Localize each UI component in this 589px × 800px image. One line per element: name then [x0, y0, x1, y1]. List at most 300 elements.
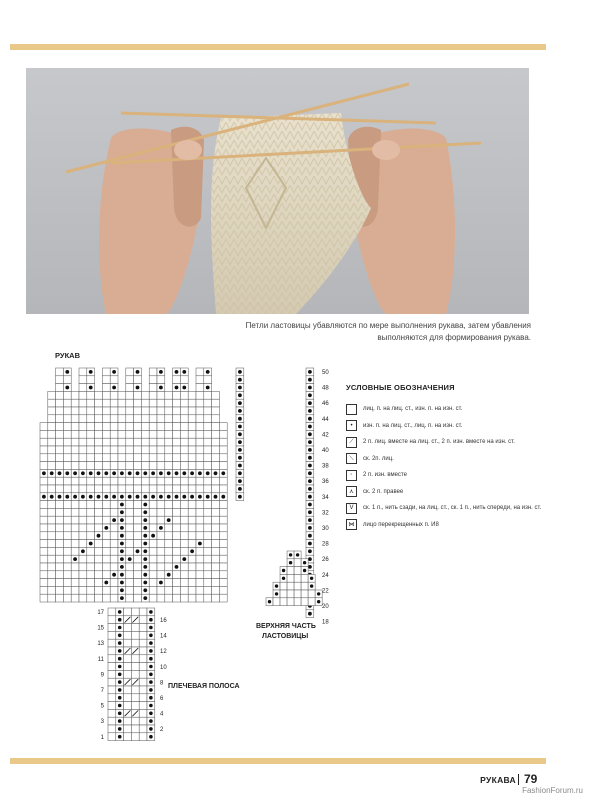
- chart-cell: [79, 438, 87, 446]
- chart-cell: [102, 368, 110, 376]
- chart-cell: [196, 594, 204, 602]
- purl-dot: [308, 557, 312, 561]
- chart-cell: [108, 702, 116, 710]
- row-number: 9: [100, 672, 104, 679]
- chart-cell: [157, 438, 165, 446]
- chart-cell: [196, 430, 204, 438]
- chart-cell: [212, 407, 220, 415]
- chart-cell: [108, 717, 116, 725]
- chart-cell: [126, 376, 134, 384]
- purl-dot: [120, 573, 124, 577]
- purl-dot: [238, 487, 242, 491]
- chart-cell: [48, 571, 56, 579]
- footer-section-title: РУКАВА: [480, 775, 516, 785]
- purl-dot: [167, 471, 171, 475]
- chart-cell: [102, 516, 110, 524]
- chart-cell: [173, 594, 181, 602]
- row-number: 30: [322, 526, 329, 532]
- chart-cell: [180, 415, 188, 423]
- chart-cell: [212, 532, 220, 540]
- purl-dot: [149, 634, 153, 638]
- chart-cell: [139, 608, 147, 616]
- chart-cell: [56, 446, 64, 454]
- purl-dot: [136, 471, 140, 475]
- row-number: 4: [160, 711, 164, 718]
- chart-cell: [188, 555, 196, 563]
- legend-text: ск. 2 п. правее: [363, 488, 404, 495]
- purl-dot: [167, 518, 171, 522]
- chart-cell: [108, 647, 116, 655]
- chart-cell: [157, 407, 165, 415]
- chart-cell: [95, 391, 103, 399]
- chart-cell: [108, 694, 116, 702]
- row-number: 13: [97, 641, 104, 648]
- chart-cell: [173, 477, 181, 485]
- row-number: 34: [322, 494, 329, 501]
- chart-cell: [63, 376, 71, 384]
- chart-cell: [204, 579, 212, 587]
- chart-cell: [204, 508, 212, 516]
- chart-cell: [63, 532, 71, 540]
- chart-cell: [149, 555, 157, 563]
- chart-cell: [71, 399, 79, 407]
- chart-cell: [71, 586, 79, 594]
- chart-cell: [118, 485, 126, 493]
- chart-cell: [134, 579, 142, 587]
- purl-dot: [112, 386, 116, 390]
- purl-dot: [128, 495, 132, 499]
- purl-dot: [238, 393, 242, 397]
- chart-cell: [219, 423, 227, 431]
- chart-cell: [102, 438, 110, 446]
- chart-cell: [79, 594, 87, 602]
- chart-cell: [196, 555, 204, 563]
- chart-cell: [180, 477, 188, 485]
- chart-cell: [118, 462, 126, 470]
- chart-cell: [157, 594, 165, 602]
- chart-cell: [219, 501, 227, 509]
- chart-cell: [219, 547, 227, 555]
- chart-cell: [204, 399, 212, 407]
- chart-cell: [40, 532, 48, 540]
- knit-symbol-icon: [346, 404, 357, 415]
- chart-cell: [131, 733, 139, 741]
- chart-cell: [56, 524, 64, 532]
- chart-cell: [188, 430, 196, 438]
- chart-cell: [63, 438, 71, 446]
- chart-cell: [87, 477, 95, 485]
- chart-cell: [219, 594, 227, 602]
- legend-text: ск. 2п. лиц.: [363, 455, 394, 462]
- chart-cell: [79, 586, 87, 594]
- chart-cell: [165, 508, 173, 516]
- chart-cell: [110, 415, 118, 423]
- chart-cell: [219, 524, 227, 532]
- chart-cell: [126, 594, 134, 602]
- chart-cell: [131, 725, 139, 733]
- cross-symbol-icon: ⋈: [346, 519, 357, 530]
- chart-cell: [131, 686, 139, 694]
- ssk-symbol-icon: ⟍: [346, 453, 357, 464]
- chart-cell: [212, 454, 220, 462]
- chart-cell: [180, 532, 188, 540]
- row-number: 14: [160, 633, 167, 640]
- purl-dot: [238, 464, 242, 468]
- purl-dot: [238, 479, 242, 483]
- chart-cell: [102, 446, 110, 454]
- chart-cell: [139, 717, 147, 725]
- chart-cell: [48, 532, 56, 540]
- chart-cell: [204, 423, 212, 431]
- chart-cell: [71, 391, 79, 399]
- purl-dot: [143, 573, 147, 577]
- chart-cell: [141, 415, 149, 423]
- chart-cell: [56, 532, 64, 540]
- chart-cell: [40, 571, 48, 579]
- purl-dot: [143, 503, 147, 507]
- chart-cell: [124, 725, 132, 733]
- purl-dot: [120, 581, 124, 585]
- chart-cell: [165, 555, 173, 563]
- chart-cell: [173, 438, 181, 446]
- chart-cell: [79, 391, 87, 399]
- purl-dot: [120, 534, 124, 538]
- chart-cell: [157, 571, 165, 579]
- chart-cell: [63, 415, 71, 423]
- chart-cell: [40, 446, 48, 454]
- purl-dot: [65, 370, 69, 374]
- chart-cell: [134, 462, 142, 470]
- chart-cell: [118, 430, 126, 438]
- row-number: 50: [322, 370, 329, 376]
- chart-cell: [102, 399, 110, 407]
- chart-cell: [180, 485, 188, 493]
- chart-cell: [157, 391, 165, 399]
- chart-cell: [180, 501, 188, 509]
- chart-cell: [149, 454, 157, 462]
- chart-cell: [40, 547, 48, 555]
- chart-cell: [95, 579, 103, 587]
- chart-cell: [173, 579, 181, 587]
- chart-cell: [110, 555, 118, 563]
- chart-cell: [196, 462, 204, 470]
- chart-cell: [196, 399, 204, 407]
- chart-cell: [126, 579, 134, 587]
- chart-cell: [110, 407, 118, 415]
- chart-cell: [63, 594, 71, 602]
- chart-cell: [131, 631, 139, 639]
- chart-cell: [110, 540, 118, 548]
- chart-cell: [108, 655, 116, 663]
- chart-cell: [56, 462, 64, 470]
- chart-cell: [126, 423, 134, 431]
- chart-cell: [204, 485, 212, 493]
- purl-dot: [73, 557, 77, 561]
- chart-cell: [196, 524, 204, 532]
- purl-dot: [289, 553, 292, 556]
- chart-cell: [56, 516, 64, 524]
- chart-cell: [79, 485, 87, 493]
- purl-dot: [308, 565, 312, 569]
- chart-cell: [180, 438, 188, 446]
- chart-cell: [134, 430, 142, 438]
- chart-cell: [212, 391, 220, 399]
- chart-cell: [308, 590, 315, 598]
- chart-cell: [294, 598, 301, 606]
- chart-cell: [48, 594, 56, 602]
- chart-cell: [102, 423, 110, 431]
- purl-dot: [143, 518, 147, 522]
- purl-dot: [238, 370, 242, 374]
- purl-dot: [118, 657, 122, 661]
- purl-dot: [275, 584, 278, 587]
- purl-dot: [151, 471, 155, 475]
- chart-cell: [126, 399, 134, 407]
- chart-cell: [173, 547, 181, 555]
- chart-cell: [95, 563, 103, 571]
- chart-cell: [149, 384, 157, 392]
- purl-dot: [143, 471, 147, 475]
- purl-dot: [175, 370, 179, 374]
- chart-cell: [180, 376, 188, 384]
- purl-dot: [206, 370, 210, 374]
- chart-cell: [124, 663, 132, 671]
- purl-dot: [149, 704, 153, 708]
- chart-cell: [110, 586, 118, 594]
- purl-dot: [175, 386, 179, 390]
- chart-cell: [173, 462, 181, 470]
- chart-cell: [188, 524, 196, 532]
- purl-dot: [308, 503, 312, 507]
- chart-cell: [196, 384, 204, 392]
- row-number: 16: [160, 618, 167, 624]
- chart-cell: [131, 717, 139, 725]
- purl-dot: [120, 526, 124, 530]
- purl-dot: [308, 479, 312, 483]
- chart-cell: [71, 415, 79, 423]
- chart-cell: [126, 454, 134, 462]
- row-number: 26: [322, 557, 329, 564]
- chart-cell: [40, 438, 48, 446]
- chart-cell: [188, 415, 196, 423]
- chart-cell: [40, 430, 48, 438]
- chart-cell: [63, 516, 71, 524]
- chart-cell: [196, 508, 204, 516]
- chart-cell: [40, 555, 48, 563]
- chart-cell: [87, 376, 95, 384]
- chart-cell: [165, 430, 173, 438]
- purl-dot: [81, 471, 85, 475]
- chart-cell: [118, 391, 126, 399]
- chart-cell: [212, 594, 220, 602]
- chart-cell: [157, 540, 165, 548]
- chart-cell: [204, 446, 212, 454]
- chart-cell: [48, 508, 56, 516]
- chart-cell: [204, 524, 212, 532]
- chart-cell: [196, 391, 204, 399]
- chart-cell: [79, 376, 87, 384]
- chart-cell: [196, 438, 204, 446]
- chart-cell: [180, 516, 188, 524]
- chart-cell: [173, 454, 181, 462]
- chart-cell: [71, 579, 79, 587]
- chart-cell: [63, 423, 71, 431]
- chart-cell: [294, 567, 301, 575]
- row-number: 10: [160, 664, 167, 671]
- chart-cell: [48, 446, 56, 454]
- chart-cell: [108, 616, 116, 624]
- chart-cell: [87, 579, 95, 587]
- chart-cell: [118, 446, 126, 454]
- gusset-label-1: ВЕРХНЯЯ ЧАСТЬ: [256, 623, 316, 630]
- chart-cell: [149, 524, 157, 532]
- chart-cell: [110, 508, 118, 516]
- chart-cell: [294, 582, 301, 590]
- purl-dot: [120, 510, 124, 514]
- chart-cell: [110, 477, 118, 485]
- chart-cell: [134, 516, 142, 524]
- chart-cell: [102, 501, 110, 509]
- chart-cell: [287, 582, 294, 590]
- chart-cell: [63, 430, 71, 438]
- chart-cell: [71, 462, 79, 470]
- chart-cell: [157, 532, 165, 540]
- purl-dot: [182, 495, 186, 499]
- chart-cell: [79, 399, 87, 407]
- chart-cell: [56, 391, 64, 399]
- legend-text: 2 п. изн. вместе: [363, 472, 407, 479]
- chart-cell: [95, 508, 103, 516]
- purl-dot: [118, 735, 122, 739]
- chart-cell: [196, 407, 204, 415]
- purl-dot: [206, 386, 210, 390]
- chart-cell: [134, 423, 142, 431]
- chart-cell: [131, 608, 139, 616]
- chart-cell: [126, 415, 134, 423]
- purl-dot: [81, 549, 85, 553]
- purl-dot: [120, 596, 124, 600]
- purl-dot: [268, 600, 271, 603]
- chart-cell: [48, 391, 56, 399]
- purl-dot: [206, 471, 210, 475]
- chart-cell: [212, 446, 220, 454]
- purl-dot: [238, 417, 242, 421]
- chart-cell: [157, 563, 165, 571]
- chart-cell: [173, 516, 181, 524]
- chart-cell: [40, 540, 48, 548]
- chart-cell: [149, 594, 157, 602]
- chart-cell: [40, 454, 48, 462]
- chart-cell: [63, 571, 71, 579]
- chart-cell: [102, 555, 110, 563]
- purl-dot: [149, 665, 153, 669]
- chart-cell: [108, 678, 116, 686]
- chart-cell: [149, 438, 157, 446]
- chart-cell: [87, 524, 95, 532]
- chart-cell: [212, 430, 220, 438]
- chart-cell: [124, 702, 132, 710]
- chart-cell: [141, 438, 149, 446]
- purl-dot: [118, 641, 122, 645]
- purl-dot: [136, 370, 140, 374]
- purl-dot: [308, 549, 312, 553]
- chart-cell: [87, 462, 95, 470]
- purl-dot: [238, 409, 242, 413]
- chart-cell: [131, 624, 139, 632]
- row-number: 38: [322, 463, 329, 470]
- chart-cell: [139, 670, 147, 678]
- chart-cell: [139, 639, 147, 647]
- watermark: FashionForum.ru: [522, 786, 583, 795]
- chart-cell: [124, 694, 132, 702]
- chart-cell: [71, 454, 79, 462]
- purl-dot: [289, 561, 292, 564]
- chart-cell: [126, 586, 134, 594]
- chart-cell: [95, 415, 103, 423]
- chart-cell: [79, 415, 87, 423]
- chart-cell: [188, 454, 196, 462]
- purl-dot: [128, 471, 132, 475]
- chart-cell: [108, 725, 116, 733]
- purl-dot: [143, 526, 147, 530]
- chart-cell: [87, 391, 95, 399]
- chart-cell: [173, 540, 181, 548]
- chart-cell: [87, 555, 95, 563]
- chart-cell: [56, 579, 64, 587]
- chart-cell: [131, 639, 139, 647]
- chart-cell: [126, 547, 134, 555]
- row-number: 22: [322, 588, 329, 595]
- purl-dot: [308, 487, 312, 491]
- chart-cell: [173, 446, 181, 454]
- purl-dot: [104, 471, 108, 475]
- chart-cell: [110, 391, 118, 399]
- chart-cell: [212, 547, 220, 555]
- chart-cell: [212, 563, 220, 571]
- chart-cell: [180, 391, 188, 399]
- purl-dot: [238, 425, 242, 429]
- purl-dot: [159, 370, 163, 374]
- purl-dot: [65, 495, 69, 499]
- purl-dot: [182, 370, 186, 374]
- purl-dot: [238, 432, 242, 436]
- purl-dot: [221, 471, 225, 475]
- chart-cell: [56, 384, 64, 392]
- chart-cell: [141, 446, 149, 454]
- purl-dot: [118, 626, 122, 630]
- purl-dot: [167, 573, 171, 577]
- chart-cell: [95, 501, 103, 509]
- chart-cell: [173, 376, 181, 384]
- chart-cell: [56, 454, 64, 462]
- purl-dot: [238, 401, 242, 405]
- purl-dot: [89, 471, 93, 475]
- chart-cell: [301, 590, 308, 598]
- chart-cell: [188, 423, 196, 431]
- purl-dot: [143, 510, 147, 514]
- chart-cell: [56, 501, 64, 509]
- purl-dot: [308, 417, 312, 421]
- chart-cell: [219, 555, 227, 563]
- chart-cell: [301, 574, 308, 582]
- chart-cell: [108, 608, 116, 616]
- chart-cell: [71, 547, 79, 555]
- legend-item: [346, 500, 546, 517]
- chart-cell: [48, 430, 56, 438]
- chart-cell: [95, 477, 103, 485]
- chart-cell: [56, 594, 64, 602]
- chart-cell: [102, 540, 110, 548]
